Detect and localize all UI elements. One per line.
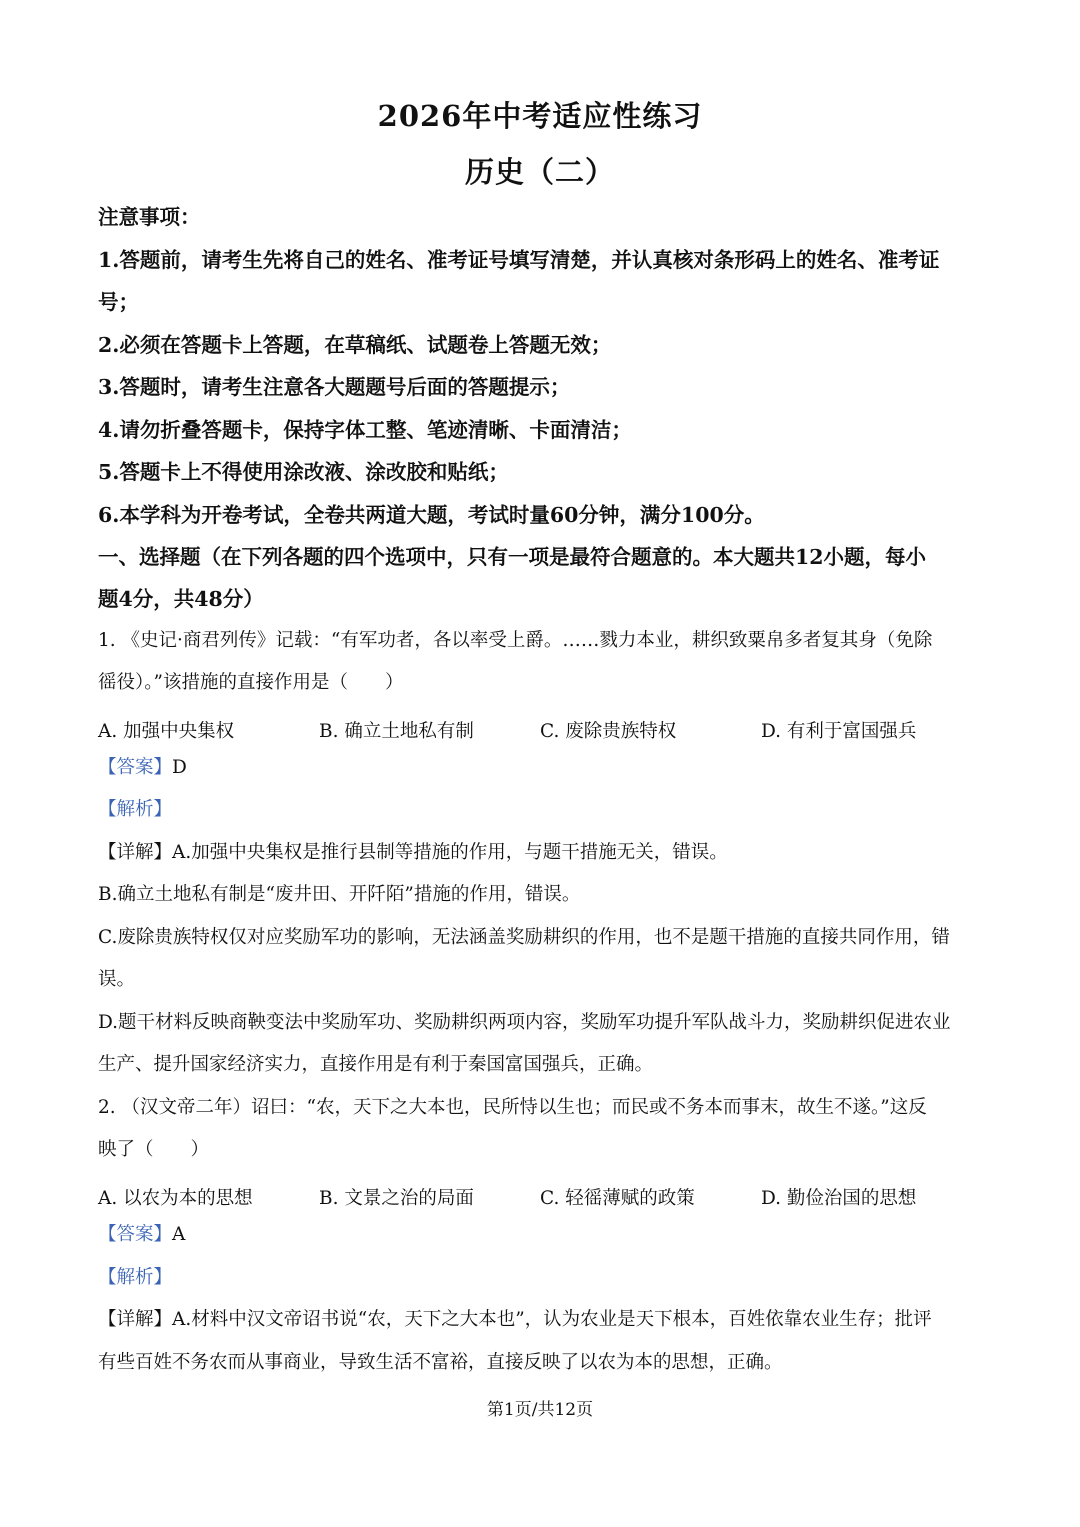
notice-item-3: 3.答题时，请考生注意各大题题号后面的答题提示；: [98, 375, 571, 399]
q2-answer-value: A: [172, 1224, 186, 1245]
q1-detail-c-cont: 误。: [98, 969, 136, 990]
q1-answer-value: D: [172, 757, 187, 778]
q2-answer: [98, 1226, 988, 1245]
q2-detail-a-text: A.材料中汉文帝诏书说“农，天下之大本也”，认为农业是天下根本，百姓依靠农业生存；批评: [172, 1309, 932, 1330]
q2-detail-a: [98, 1311, 988, 1330]
q2-stem-cont: 映了（ ）: [98, 1139, 210, 1160]
q2-detail-a-cont: 有些百姓不务农而从事商业，导致生活不富裕，直接反映了以农为本的思想，正确。: [98, 1352, 783, 1373]
answer-label: 【答案】: [98, 1224, 173, 1245]
notice-item-4: 4.请勿折叠答题卡，保持字体工整、笔迹清晰、卡面清洁；: [98, 418, 632, 442]
answer-label: 【答案】: [98, 757, 173, 778]
q1-options: [98, 717, 988, 742]
q2-option-b: B. 文景之治的局面: [319, 1188, 474, 1209]
section-heading: 一、选择题（在下列各题的四个选项中，只有一项是最符合题意的。本大题共12小题，每小: [98, 545, 927, 569]
q1-option-b: B. 确立土地私有制: [319, 721, 474, 742]
page-title: 2026年中考适应性练习: [377, 99, 703, 133]
notice-item-5: 5.答题卡上不得使用涂改液、涂改胶和贴纸；: [98, 460, 509, 484]
notice-heading: 注意事项：: [98, 205, 201, 229]
notice-item-1-cont: 号；: [98, 290, 139, 314]
q2-options: [98, 1184, 988, 1209]
q1-option-c: C. 废除贵族特权: [540, 721, 677, 742]
page-footer: 第1页/共12页: [486, 1400, 594, 1420]
page-subtitle: 历史（二）: [464, 155, 615, 189]
q1-detail-b: B.确立土地私有制是“废井田、开阡陌”措施的作用，错误。: [98, 884, 581, 905]
q2-stem: 2. （汉文帝二年）诏曰：“农，天下之大本也，民所恃以生也；而民或不务本而事末，故生不遂。”这反: [98, 1097, 927, 1118]
detail-label: 【详解】: [98, 842, 173, 863]
q1-option-a: A. 加强中央集权: [98, 721, 235, 742]
section-heading-cont: 题4分，共48分）: [98, 587, 264, 611]
q2-analysis-label: 【解析】: [98, 1267, 173, 1288]
q1-answer: [98, 759, 988, 778]
notice-item-1: 1.答题前，请考生先将自己的姓名、准考证号填写清楚，并认真核对条形码上的姓名、准考证: [98, 248, 940, 272]
q1-stem: 1. 《史记·商君列传》记载：“有军功者，各以率受上爵。……戮力本业，耕织致粟帛多者复其身（免除: [98, 630, 933, 651]
q1-analysis-label: 【解析】: [98, 799, 173, 820]
q1-stem-cont: 徭役）。”该措施的直接作用是（ ）: [98, 672, 404, 693]
q1-option-d: D. 有利于富国强兵: [761, 721, 917, 742]
q2-option-d: D. 勤俭治国的思想: [761, 1188, 917, 1209]
q1-detail-d: D.题干材料反映商鞅变法中奖励军功、奖励耕织两项内容，奖励军功提升军队战斗力，奖励耕织促进农业: [98, 1012, 951, 1033]
q1-detail-a-text: A.加强中央集权是推行县制等措施的作用，与题干措施无关，错误。: [172, 842, 728, 863]
q1-detail-a: [98, 844, 988, 863]
q1-detail-d-cont: 生产、提升国家经济实力，直接作用是有利于秦国富国强兵，正确。: [98, 1054, 654, 1075]
notice-item-6: 6.本学科为开卷考试，全卷共两道大题，考试时量60分钟，满分100分。: [98, 503, 765, 527]
notice-item-2: 2.必须在答题卡上答题，在草稿纸、试题卷上答题无效；: [98, 333, 612, 357]
q2-option-c: C. 轻徭薄赋的政策: [540, 1188, 695, 1209]
q1-detail-c: C.废除贵族特权仅对应奖励军功的影响，无法涵盖奖励耕织的作用，也不是题干措施的直接共同作用，错: [98, 927, 950, 948]
q2-option-a: A. 以农为本的思想: [98, 1188, 253, 1209]
detail-label: 【详解】: [98, 1309, 173, 1330]
